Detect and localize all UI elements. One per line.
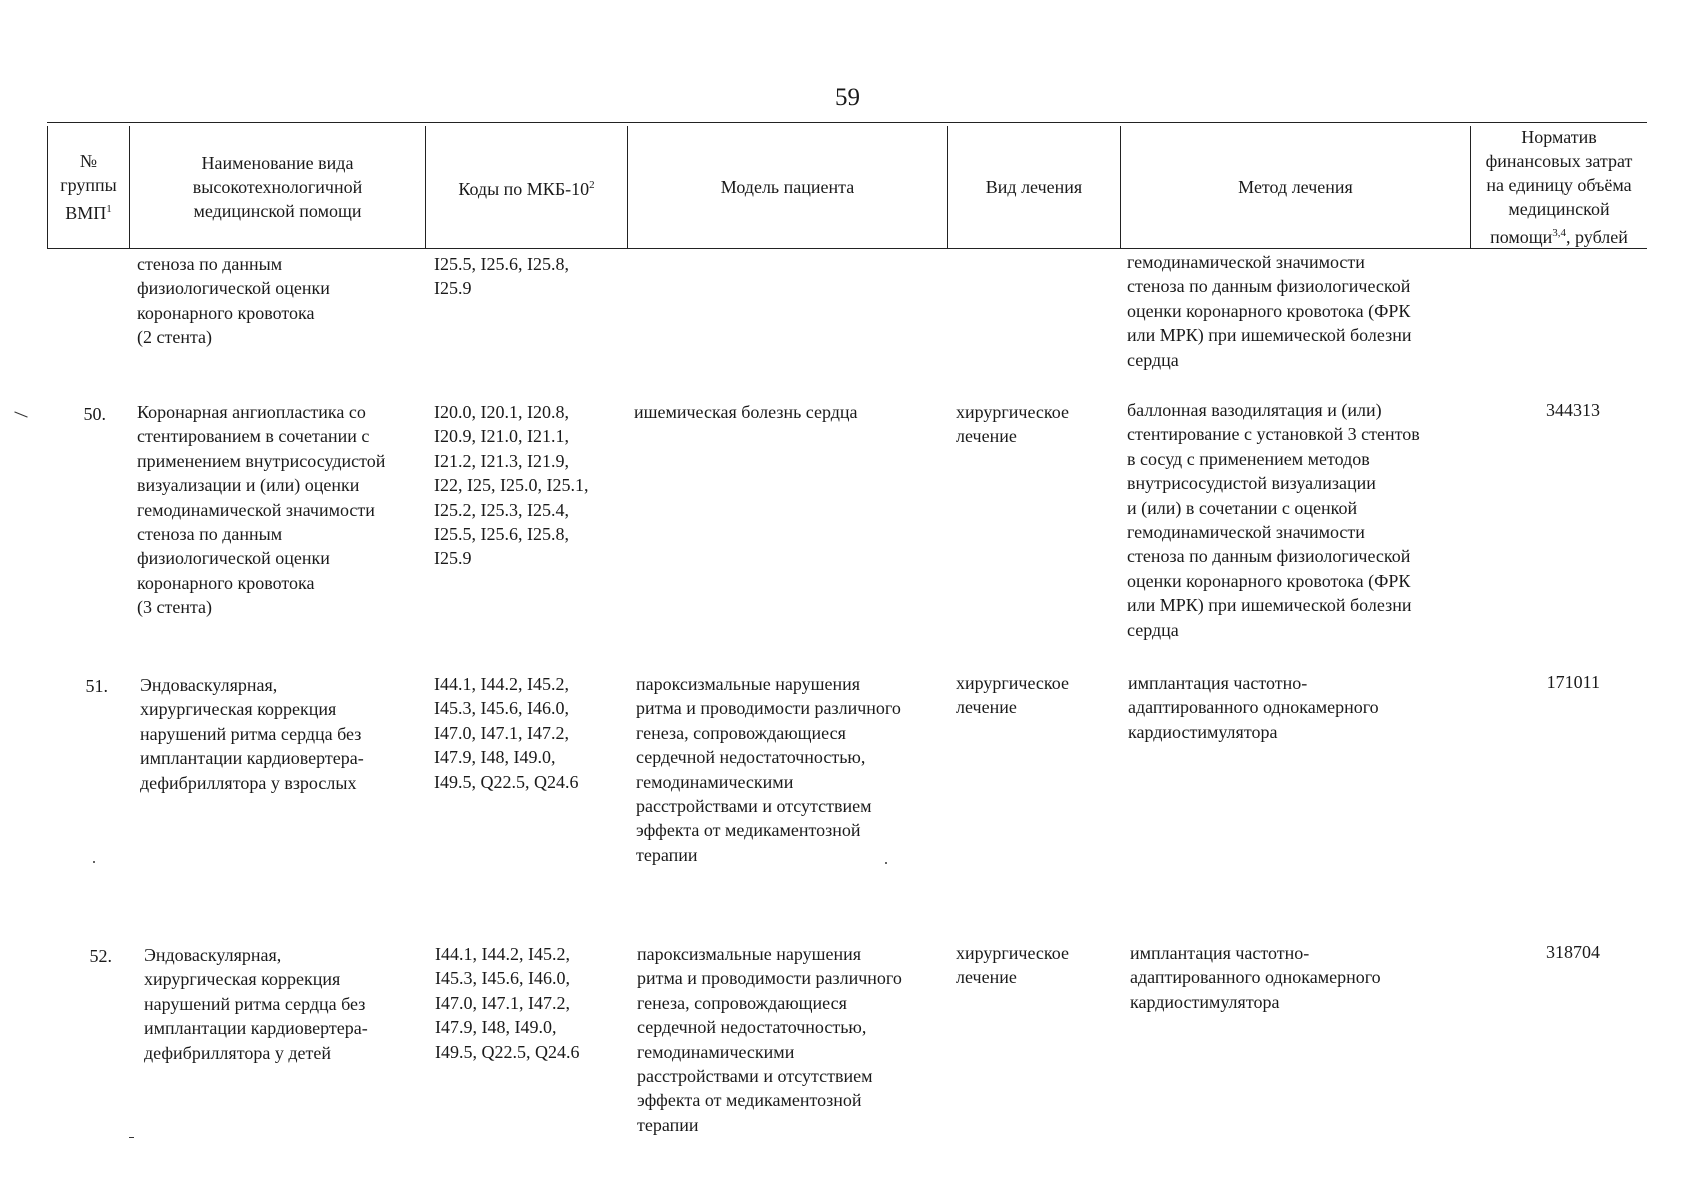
row-name: Коронарная ангиопластика со стентированием в сочетании с применением внутрисосудистой визуализации и (или) оценки гемодинамической значимости стеноза по данным физиологической оценки коронарного кровотока (3 стента) — [137, 402, 386, 618]
row-name: Эндоваскулярная, хирургическая коррекция нарушений ритма сердца без имплантации кардиовертера- дефибриллятора у взрослых — [140, 675, 364, 793]
header-cost-norm-tail: , рублей — [1566, 227, 1628, 247]
row-method: баллонная вазодилятация и (или) стентирование с установкой 3 стентов в сосуд с применением методов внутрисосудистой визуализации и (или) в сочетании с оценкой гемодинамической значимости стеноза по данным физиологической оценки коронарного кровотока (ФРК или МРК) при ишемической болезни сердца — [1127, 400, 1420, 640]
row-patient-model: пароксизмальные нарушения ритма и проводимости различного генеза, сопровождающиеся сердечной недостаточностью, гемодинамическими расстройствами и отсутствием эффекта от медикаментозной терапии — [636, 674, 901, 865]
row-number: 51. — [85, 676, 108, 696]
header-group-number-line2: группы — [60, 175, 117, 195]
header-cost-norm-text: Норматив финансовых затрат на единицу объёма медицинской помощи — [1485, 127, 1633, 247]
row-name: стеноза по данным физиологической оценки коронарного кровотока (2 стента) — [137, 254, 330, 348]
row-treatment-type: хирургическое лечение — [956, 402, 1069, 447]
scan-mark — [129, 1137, 134, 1138]
row-number: 50. — [83, 404, 106, 424]
row-codes: I44.1, I44.2, I45.2, I45.3, I45.6, I46.0, I47.0, I47.1, I47.2, I47.9, I48, I49.0, I49.5, Q22.5, Q24.6 — [435, 944, 580, 1062]
row-patient-model: ишемическая болезнь сердца — [634, 402, 858, 422]
row-codes: I25.5, I25.6, I25.8, I25.9 — [434, 254, 569, 299]
row-number: 52. — [89, 946, 112, 966]
row-codes: I20.0, I20.1, I20.8, I20.9, I21.0, I21.1, I21.2, I21.3, I21.9, I22, I25, I25.0, I25.1, I25.2, I25.3, I25.4, I25.5, I25.6, I25.8, I25.9 — [434, 402, 589, 569]
header-treatment-method: Метод лечения — [1238, 177, 1353, 197]
row-patient-model: пароксизмальные нарушения ритма и проводимости различного генеза, сопровождающиеся сердечной недостаточностью, гемодинамическими расстройствами и отсутствием эффекта от медикаментозной терапии — [637, 944, 902, 1135]
header-group-number — [48, 126, 129, 248]
footnote-marker: 2 — [589, 179, 595, 191]
row-treatment-type: хирургическое лечение — [956, 673, 1069, 718]
row-name: Эндоваскулярная, хирургическая коррекция нарушений ритма сердца без имплантации кардиовертера- дефибриллятора у детей — [144, 945, 368, 1063]
header-treatment-type: Вид лечения — [985, 177, 1083, 197]
header-group-number-line3: ВМП — [65, 203, 107, 223]
row-method: имплантация частотно- адаптированного однокамерного кардиостимулятора — [1130, 943, 1381, 1012]
header-cost-norm — [1471, 126, 1647, 248]
row-cost: 171011 — [1546, 672, 1600, 692]
header-patient-model: Модель пациента — [720, 177, 855, 197]
header-group-number-line1: № — [79, 151, 98, 171]
footnote-marker: 1 — [106, 203, 112, 215]
row-method: имплантация частотно- адаптированного однокамерного кардиостимулятора — [1128, 673, 1379, 742]
row-cost: 318704 — [1546, 942, 1600, 962]
table-top-rule — [47, 122, 1647, 123]
header-name: Наименование вида высокотехнологичной медицинской помощи — [192, 153, 363, 221]
header-icd-codes — [426, 126, 627, 248]
page-number: 59 — [835, 84, 860, 111]
footnote-marker: 3,4 — [1552, 227, 1567, 239]
row-treatment-type: хирургическое лечение — [956, 943, 1069, 988]
scan-dot — [885, 862, 887, 864]
row-method: гемодинамической значимости стеноза по данным физиологической оценки коронарного кровотока (ФРК или МРК) при ишемической болезни сердца — [1127, 252, 1412, 370]
table-header-bottom-rule — [47, 248, 1647, 249]
scan-dot — [93, 861, 95, 863]
row-cost: 344313 — [1546, 400, 1600, 420]
row-codes: I44.1, I44.2, I45.2, I45.3, I45.6, I46.0, I47.0, I47.1, I47.2, I47.9, I48, I49.0, I49.5, Q22.5, Q24.6 — [434, 674, 579, 792]
scan-mark — [14, 411, 27, 417]
header-icd-codes-text: Коды по МКБ-10 — [458, 179, 590, 199]
